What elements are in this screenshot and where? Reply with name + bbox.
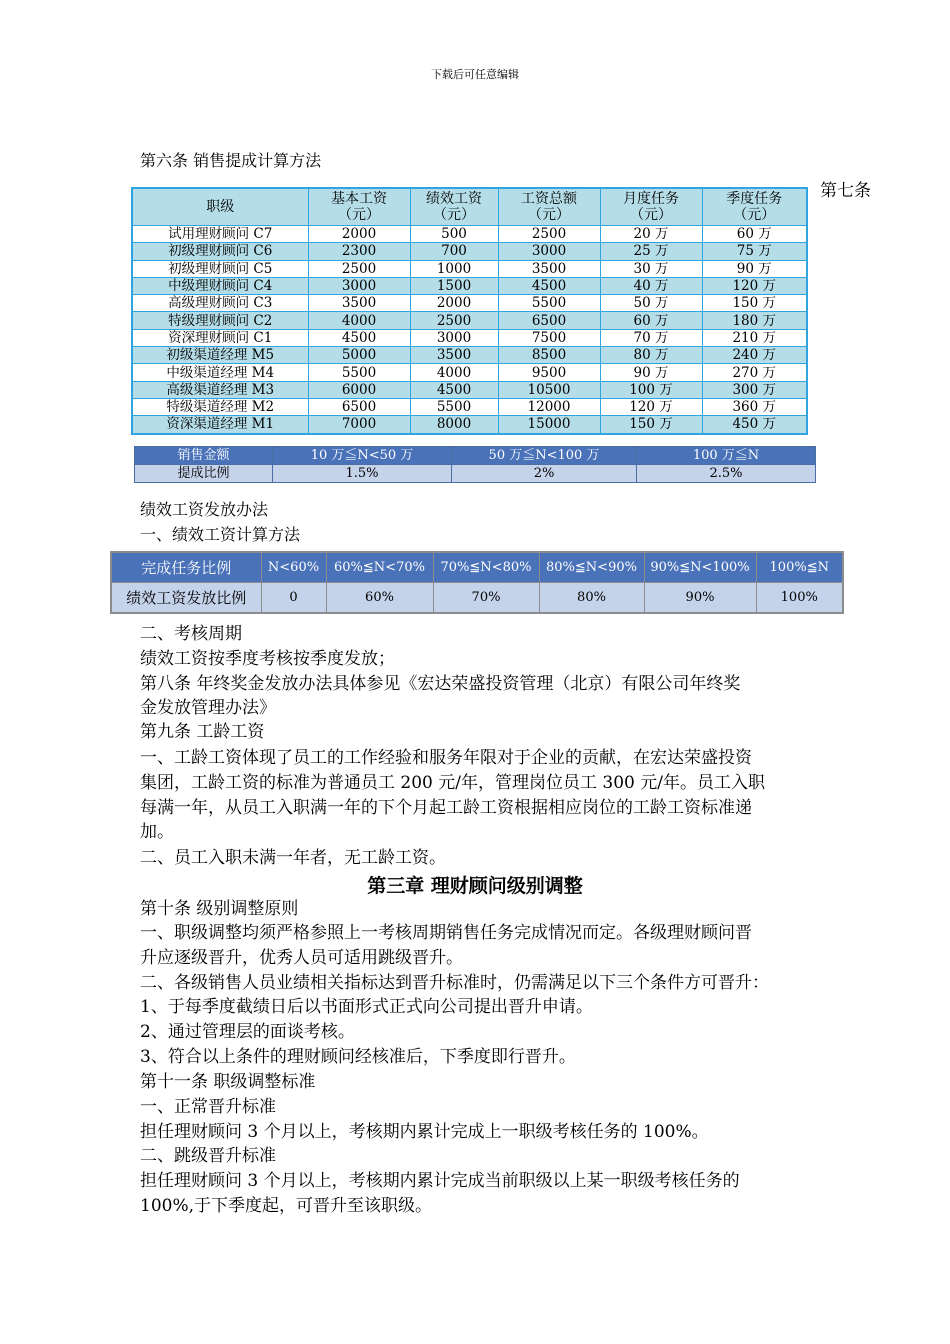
salary-cell: 初级理财顾问 C5 [132,260,308,277]
salary-row [132,226,807,243]
salary-cell: 7500 [498,329,600,346]
body-line: 第八条 年终奖金发放办法具体参见《宏达荣盛投资管理（北京）有限公司年终奖 [140,674,741,694]
salary-cell: 210 万 [702,329,807,346]
salary-cell: 4500 [308,329,410,346]
salary-cell: 70 万 [600,329,702,346]
performance-cell: 80% [539,583,644,614]
body-line: 升应逐级晋升，优秀人员可适用跳级晋升。 [140,948,463,968]
body-line: 担任理财顾问 3 个月以上，考核期内累计完成当前职级以上某一职级考核任务的 [140,1171,740,1191]
salary-cell: 2500 [498,226,600,243]
body-line: 二、跳级晋升标准 [140,1146,276,1166]
body-line: 2、通过管理层的面谈考核。 [140,1022,355,1042]
performance-pay-table [110,551,844,614]
salary-header-cell: 季度任务 （元） [702,188,807,226]
salary-cell: 120 万 [702,277,807,294]
salary-cell: 120 万 [600,398,702,415]
performance-header-cell: 完成任务比例 [111,552,261,583]
commission-cell: 1.5% [273,465,452,483]
salary-cell: 3500 [410,347,498,364]
body-line: 二、考核周期 [140,624,242,644]
commission-header-cell: 销售金额 [135,447,273,465]
body-line: 一、工龄工资体现了员工的工作经验和服务年限对于企业的贡献，在宏达荣盛投资 [140,748,752,768]
salary-cell: 4500 [498,277,600,294]
salary-cell: 高级理财顾问 C3 [132,295,308,312]
salary-cell: 3000 [410,329,498,346]
salary-table [131,187,808,435]
salary-cell: 270 万 [702,364,807,381]
salary-cell: 3500 [498,260,600,277]
salary-cell: 3000 [498,243,600,260]
body-line: 1、于每季度截绩日后以书面形式正式向公司提出晋升申请。 [140,997,593,1017]
salary-cell: 90 万 [600,364,702,381]
perf-pay-title: 绩效工资发放办法 [140,500,269,519]
commission-header-row [135,447,816,465]
salary-cell: 4000 [308,312,410,329]
salary-header-row [132,188,807,226]
salary-cell: 360 万 [702,398,807,415]
body-line: 第九条 工龄工资 [140,722,265,742]
performance-cell: 100% [756,583,843,614]
performance-cell: 绩效工资发放比例 [111,583,261,614]
commission-cell: 2% [452,465,637,483]
salary-cell: 9500 [498,364,600,381]
salary-cell: 500 [410,226,498,243]
salary-cell: 高级渠道经理 M3 [132,381,308,398]
salary-cell: 90 万 [702,260,807,277]
body-line: 二、各级销售人员业绩相关指标达到晋升标准时，仍需满足以下三个条件方可晋升： [140,973,769,993]
salary-cell: 150 万 [702,295,807,312]
salary-cell: 80 万 [600,347,702,364]
salary-row [132,243,807,260]
salary-cell: 7000 [308,416,410,434]
salary-cell: 资深理财顾问 C1 [132,329,308,346]
page-header: 下载后可任意编辑 [431,68,519,81]
salary-cell: 50 万 [600,295,702,312]
salary-cell: 试用理财顾问 C7 [132,226,308,243]
commission-rate-row [135,465,816,483]
performance-header-cell: 80%≦N<90% [539,552,644,583]
salary-row [132,260,807,277]
performance-cell: 60% [326,583,433,614]
salary-cell: 特级渠道经理 M2 [132,398,308,415]
salary-cell: 3500 [308,295,410,312]
salary-cell: 10500 [498,381,600,398]
body-line: 一、职级调整均须严格参照上一考核周期销售任务完成情况而定。各级理财顾问晋 [140,923,752,943]
body-line: 一、正常晋升标准 [140,1097,276,1117]
body-line: 绩效工资按季度考核按季度发放； [140,649,395,669]
salary-cell: 300 万 [702,381,807,398]
body-line: 集团，工龄工资的标准为普通员工 200 元/年，管理岗位员工 300 元/年。员工入职 [140,773,765,793]
salary-cell: 2000 [308,226,410,243]
salary-cell: 100 万 [600,381,702,398]
salary-cell: 资深渠道经理 M1 [132,416,308,434]
performance-header-cell: 70%≦N<80% [433,552,539,583]
salary-header-cell: 工资总额 （元） [498,188,600,226]
salary-cell: 2500 [308,260,410,277]
performance-ratio-row [111,583,843,614]
performance-cell: 0 [261,583,326,614]
salary-cell: 450 万 [702,416,807,434]
body-line: 3、符合以上条件的理财顾问经核准后，下季度即行晋升。 [140,1047,576,1067]
salary-header-cell: 职级 [132,188,308,226]
salary-cell: 30 万 [600,260,702,277]
commission-header-cell: 50 万≦N<100 万 [452,447,637,465]
salary-cell: 初级理财顾问 C6 [132,243,308,260]
performance-cell: 70% [433,583,539,614]
body-line: 二、员工入职未满一年者，无工龄工资。 [140,848,446,868]
salary-cell: 75 万 [702,243,807,260]
body-line: 每满一年，从员工入职满一年的下个月起工龄工资根据相应岗位的工龄工资标准递 [140,798,752,818]
commission-cell: 提成比例 [135,465,273,483]
salary-row [132,347,807,364]
performance-cell: 90% [644,583,756,614]
salary-cell: 3000 [308,277,410,294]
salary-cell: 6500 [308,398,410,415]
salary-header-cell: 基本工资 （元） [308,188,410,226]
commission-table [134,446,816,483]
salary-cell: 1500 [410,277,498,294]
salary-cell: 5500 [410,398,498,415]
salary-cell: 240 万 [702,347,807,364]
body-line: 第十条 级别调整原则 [140,899,299,919]
performance-header-row [111,552,843,583]
performance-header-cell: 60%≦N<70% [326,552,433,583]
salary-cell: 6500 [498,312,600,329]
salary-cell: 1000 [410,260,498,277]
salary-cell: 60 万 [600,312,702,329]
salary-cell: 5500 [308,364,410,381]
salary-row [132,295,807,312]
salary-cell: 180 万 [702,312,807,329]
salary-cell: 5000 [308,347,410,364]
perf-pay-subtitle: 一、绩效工资计算方法 [140,525,301,544]
salary-cell: 15000 [498,416,600,434]
article-7-fragment: 第七条 [820,181,871,201]
salary-row [132,312,807,329]
commission-header-cell: 10 万≦N<50 万 [273,447,452,465]
salary-header-cell: 绩效工资 （元） [410,188,498,226]
salary-cell: 40 万 [600,277,702,294]
salary-cell: 150 万 [600,416,702,434]
salary-cell: 初级渠道经理 M5 [132,347,308,364]
body-line: 第十一条 职级调整标准 [140,1072,316,1092]
salary-cell: 5500 [498,295,600,312]
salary-row [132,416,807,434]
salary-cell: 700 [410,243,498,260]
salary-row [132,329,807,346]
salary-row [132,364,807,381]
body-line: 加。 [140,822,174,842]
salary-cell: 60 万 [702,226,807,243]
salary-cell: 4000 [410,364,498,381]
salary-cell: 2500 [410,312,498,329]
salary-cell: 8500 [498,347,600,364]
salary-cell: 特级理财顾问 C2 [132,312,308,329]
commission-cell: 2.5% [637,465,816,483]
salary-cell: 中级理财顾问 C4 [132,277,308,294]
body-line: 担任理财顾问 3 个月以上，考核期内累计完成上一职级考核任务的 100%。 [140,1122,709,1142]
body-line: 100%,于下季度起，可晋升至该职级。 [140,1196,433,1216]
salary-cell: 2300 [308,243,410,260]
salary-cell: 6000 [308,381,410,398]
performance-header-cell: 90%≦N<100% [644,552,756,583]
salary-row [132,381,807,398]
salary-cell: 2000 [410,295,498,312]
performance-header-cell: N<60% [261,552,326,583]
article-6-title: 第六条 销售提成计算方法 [140,151,322,170]
salary-row [132,398,807,415]
salary-cell: 25 万 [600,243,702,260]
salary-cell: 12000 [498,398,600,415]
salary-cell: 中级渠道经理 M4 [132,364,308,381]
salary-cell: 8000 [410,416,498,434]
salary-cell: 4500 [410,381,498,398]
body-line: 金发放管理办法》 [140,698,276,718]
performance-header-cell: 100%≦N [756,552,843,583]
commission-header-cell: 100 万≦N [637,447,816,465]
chapter-3-heading: 第三章 理财顾问级别调整 [367,875,583,897]
salary-header-cell: 月度任务 （元） [600,188,702,226]
salary-cell: 20 万 [600,226,702,243]
salary-row [132,277,807,294]
